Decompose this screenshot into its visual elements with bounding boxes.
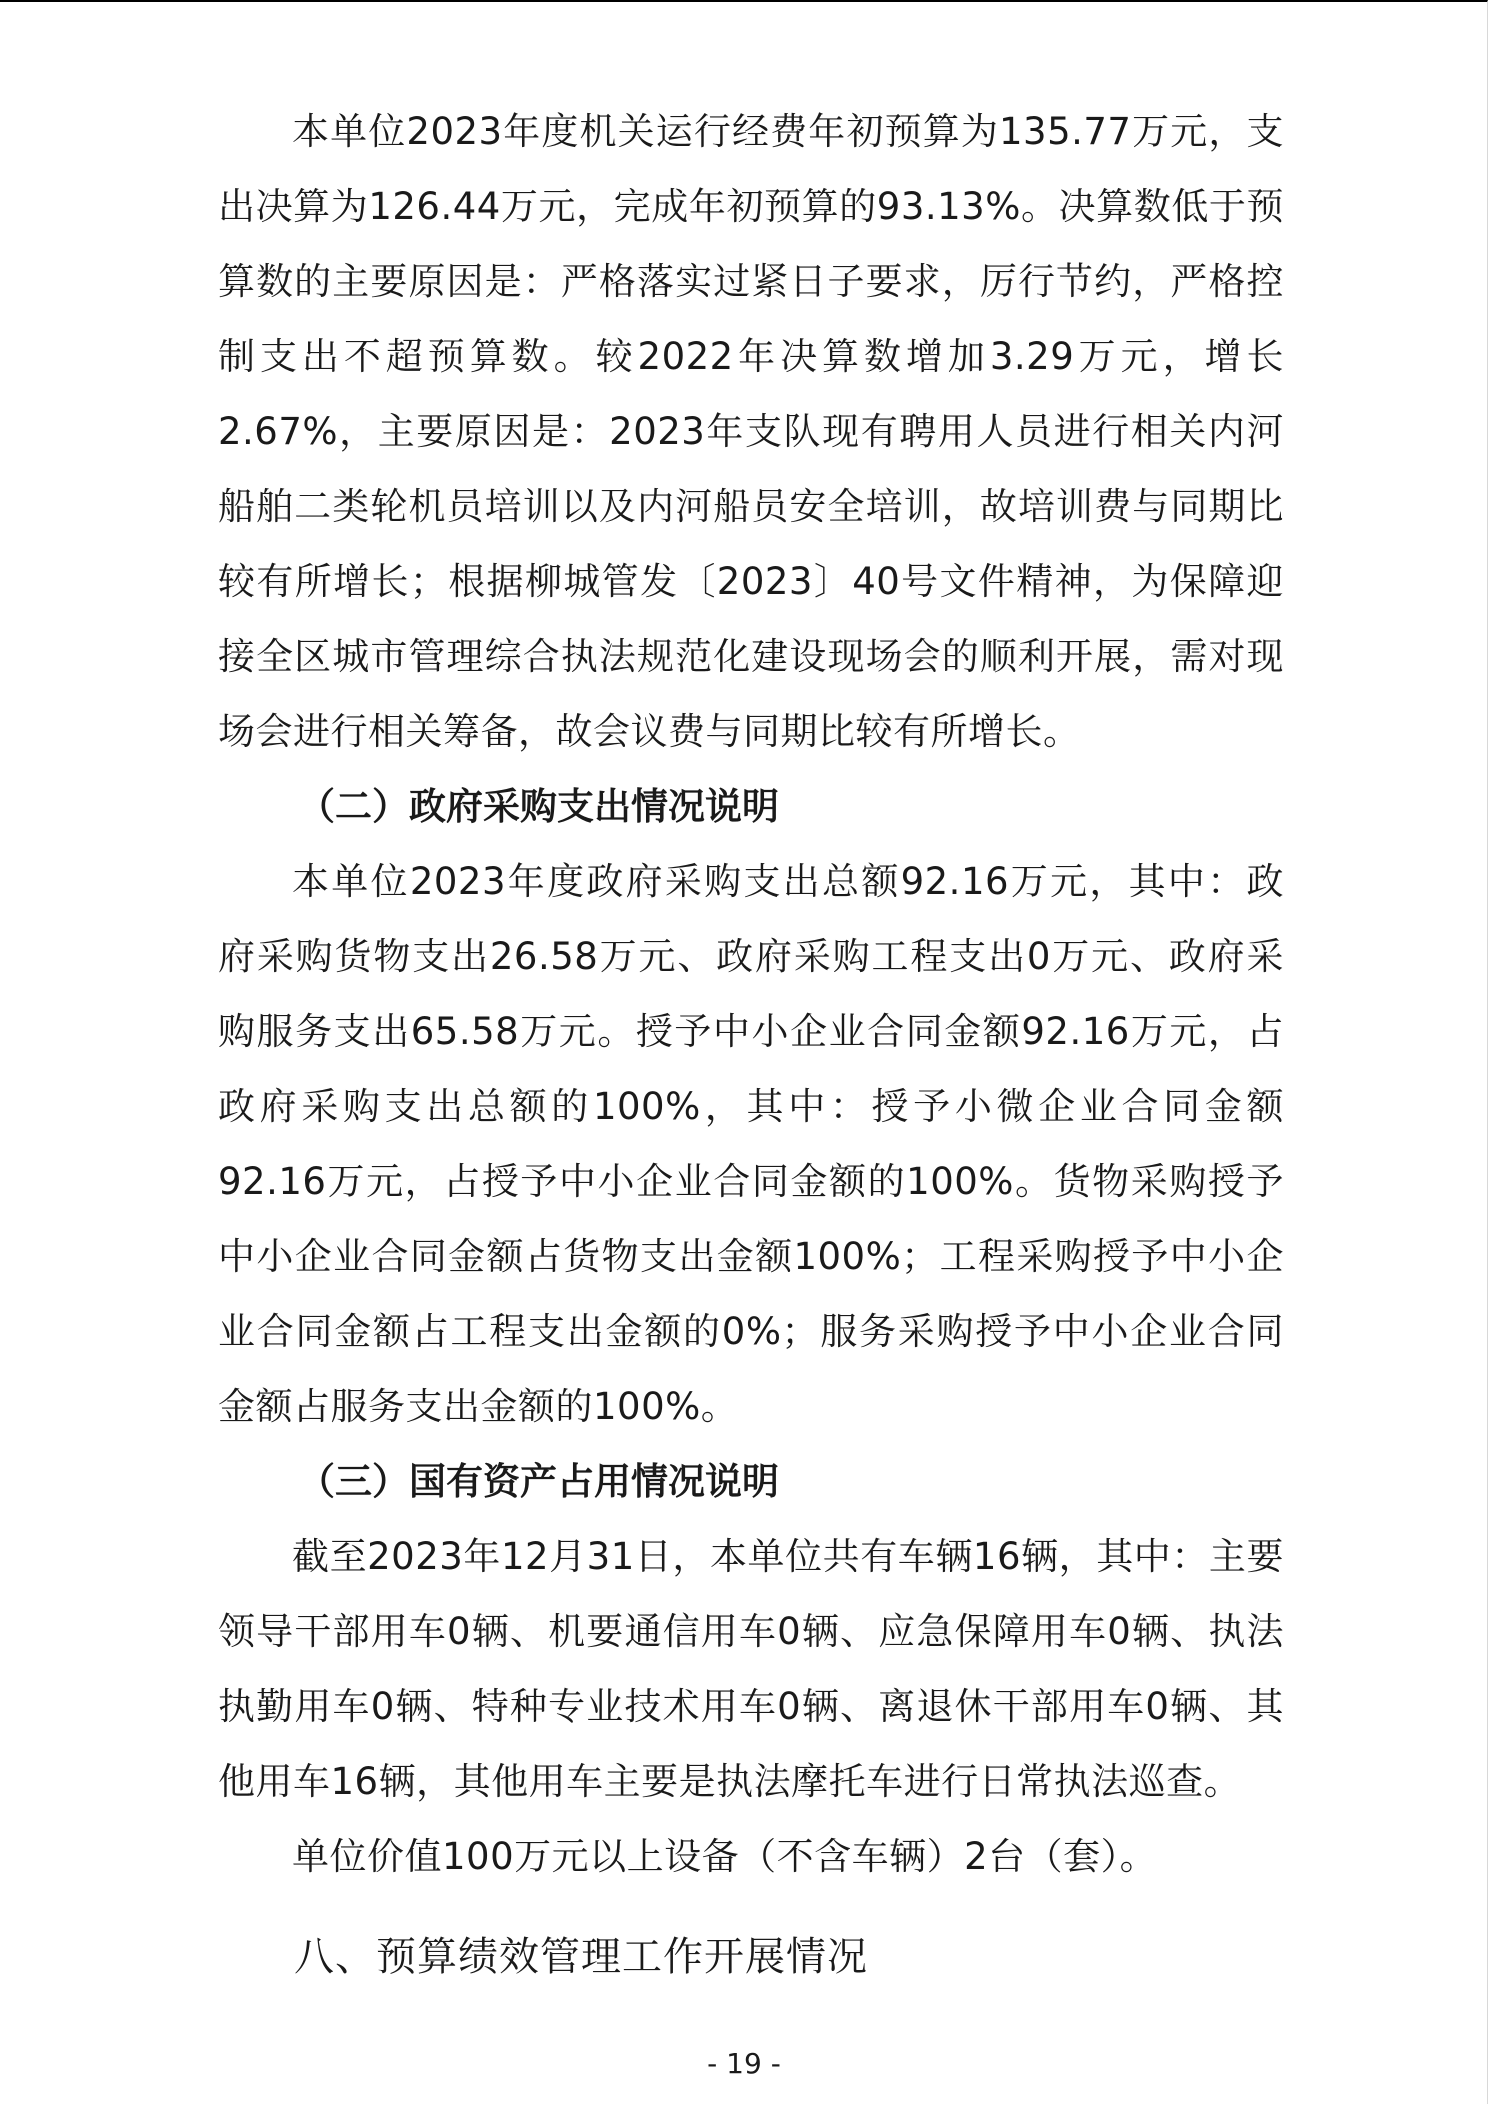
- heading-section-eight: 八、预算绩效管理工作开展情况: [294, 1934, 868, 1980]
- paragraph-vehicles: 截至2023年12月31日，本单位共有车辆16辆，其中：主要领导干部用车0辆、机要通信用车0辆、应急保障用车0辆、执法执勤用车0辆、特种专业技术用车0辆、离退休干部用车0辆、其他用车16辆，其他用车主要是执法摩托车进行日常执法巡查。: [218, 1535, 1284, 1803]
- page-body: [218, 94, 1284, 1995]
- paragraph-operating-costs: 本单位2023年度机关运行经费年初预算为135.77万元，支出决算为126.44万元，完成年初预算的93.13%。决算数低于预算数的主要原因是：严格落实过紧日子要求，厉行节约，严格控制支出不超预算数。较2022年决算数增加3.29万元，增长2.67%，主要原因是：2023年支队现有聘用人员进行相关内河船舶二类轮机员培训以及内河船员安全培训，故培训费与同期比较有所增长；根据柳城管发〔2023〕40号文件精神，为保障迎接全区城市管理综合执法规范化建设现场会的顺利开展，需对现场会进行相关筹备，故会议费与同期比较有所增长。: [218, 110, 1284, 753]
- heading-procurement: （二）政府采购支出情况说明: [298, 785, 779, 828]
- paragraph-procurement: 本单位2023年度政府采购支出总额92.16万元，其中：政府采购货物支出26.58万元、政府采购工程支出0万元、政府采购服务支出65.58万元。授予中小企业合同金额92.16万元，占政府采购支出总额的100%，其中：授予小微企业合同金额92.16万元，占授予中小企业合同金额的100%。货物采购授予中小企业合同金额占货物支出金额100%；工程采购授予中小企业合同金额占工程支出金额的0%；服务采购授予中小企业合同金额占服务支出金额的100%。: [218, 860, 1284, 1428]
- heading-state-assets: （三）国有资产占用情况说明: [298, 1460, 779, 1503]
- paragraph-equipment: 单位价值100万元以上设备（不含车辆）2台（套）。: [292, 1835, 1158, 1878]
- page-number: - 19 -: [707, 2047, 781, 2080]
